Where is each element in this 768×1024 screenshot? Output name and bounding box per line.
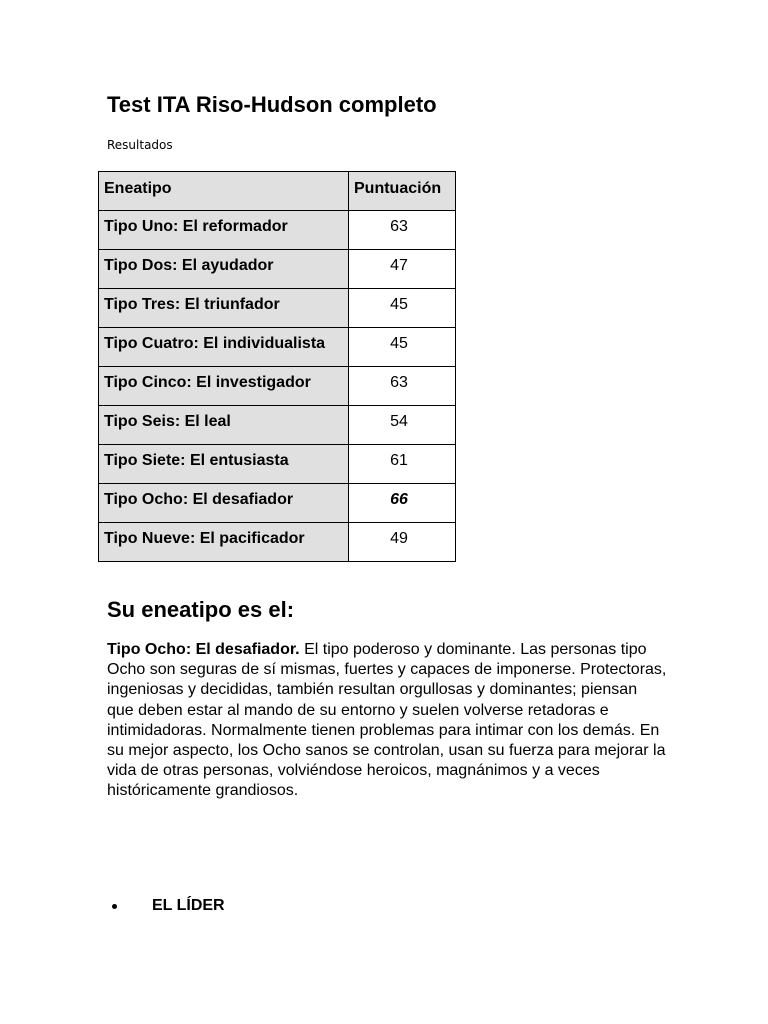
score-cell: 63 xyxy=(349,367,456,406)
table-row xyxy=(99,367,456,406)
score-cell: 54 xyxy=(349,406,456,445)
column-header-eneatipo: Eneatipo xyxy=(99,172,349,211)
bullet-icon xyxy=(112,904,117,909)
table-row xyxy=(99,523,456,562)
type-cell: Tipo Nueve: El pacificador xyxy=(99,523,349,562)
score-cell: 45 xyxy=(349,289,456,328)
document-title: Test ITA Riso-Hudson completo xyxy=(107,92,437,117)
table-row xyxy=(99,484,456,523)
score-cell: 47 xyxy=(349,250,456,289)
score-cell: 45 xyxy=(349,328,456,367)
score-cell: 63 xyxy=(349,211,456,250)
table-row xyxy=(99,328,456,367)
score-cell: 49 xyxy=(349,523,456,562)
table-row xyxy=(99,406,456,445)
table-row xyxy=(99,211,456,250)
type-cell: Tipo Dos: El ayudador xyxy=(99,250,349,289)
result-description xyxy=(107,640,667,802)
type-cell: Tipo Siete: El entusiasta xyxy=(99,445,349,484)
results-table xyxy=(98,171,456,562)
type-cell: Tipo Cuatro: El individualista xyxy=(99,328,349,367)
result-type-name: Tipo Ocho: El desafiador. xyxy=(107,641,300,658)
type-cell: Tipo Uno: El reformador xyxy=(99,211,349,250)
bullet-list xyxy=(107,895,225,917)
type-cell: Tipo Cinco: El investigador xyxy=(99,367,349,406)
type-cell: Tipo Seis: El leal xyxy=(99,406,349,445)
column-header-puntuacion: Puntuación xyxy=(349,172,456,211)
results-subtitle: Resultados xyxy=(107,138,173,152)
score-cell: 61 xyxy=(349,445,456,484)
list-item xyxy=(107,895,225,917)
type-cell: Tipo Tres: El triunfador xyxy=(99,289,349,328)
top-score-cell: 66 xyxy=(349,484,456,523)
table-row xyxy=(99,250,456,289)
table-row xyxy=(99,445,456,484)
list-item-label: EL LÍDER xyxy=(152,897,225,914)
table-header-row xyxy=(99,172,456,211)
table-row xyxy=(99,289,456,328)
result-heading: Su eneatipo es el: xyxy=(107,597,295,622)
result-description-text: El tipo poderoso y dominante. Las personas tipo Ocho son seguras de sí mismas, fuertes y capaces de imponerse. Protectoras, ingeniosas y decididas, también resultan orgullosas y dominantes; piensan que deben estar al mando de su entorno y suelen volverse retadoras e intimidadoras. Normalmente tienen problemas para intimar con los demás. En su mejor aspecto, los Ocho sanos se controlan, usan su fuerza para mejorar la vida de otras personas, volviéndose heroicos, magnánimos y a veces históricamente grandiosos. xyxy=(107,641,667,800)
type-cell: Tipo Ocho: El desafiador xyxy=(99,484,349,523)
